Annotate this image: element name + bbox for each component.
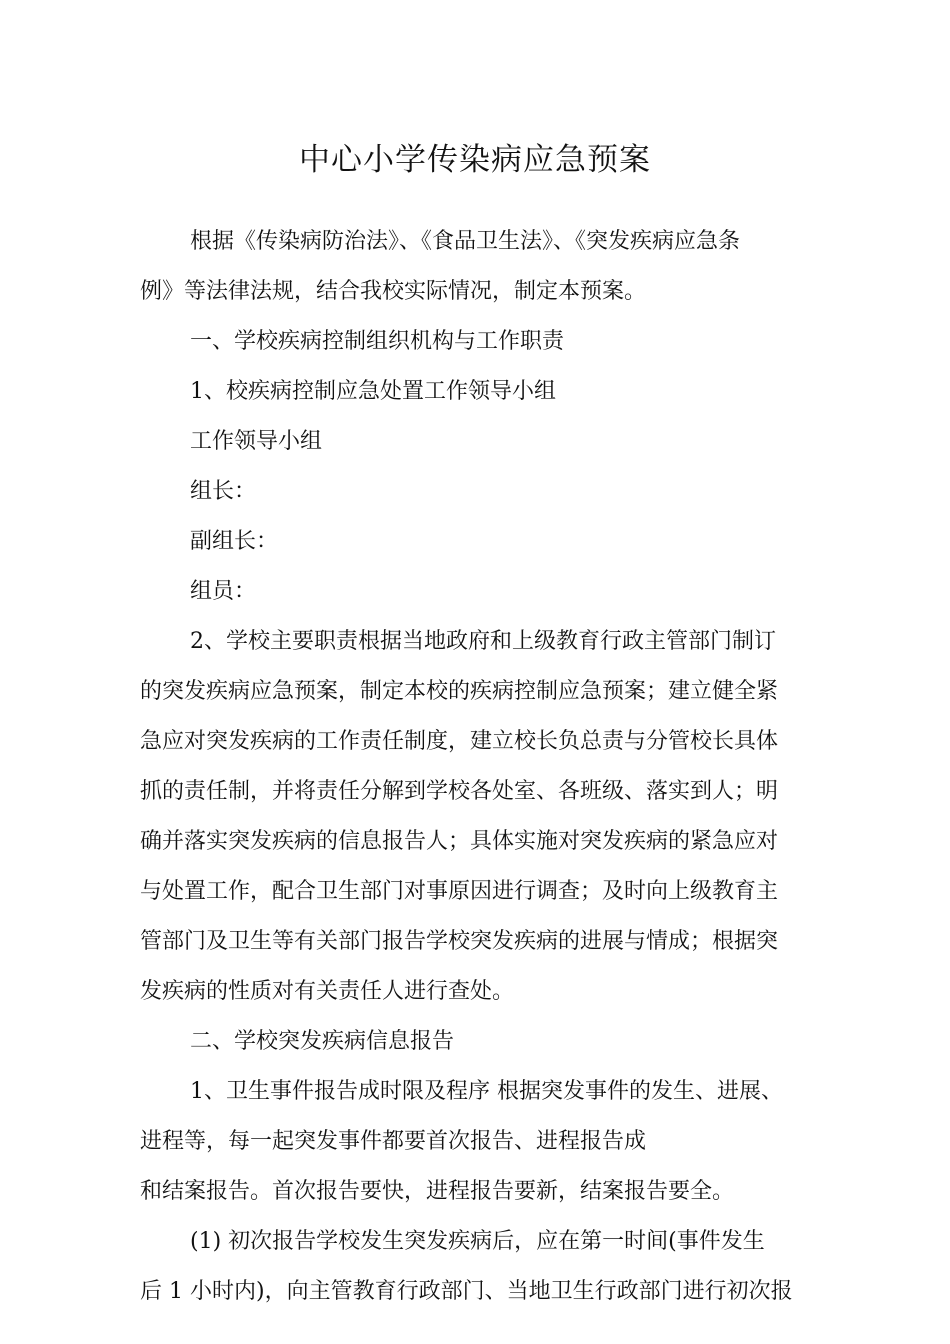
paragraph-line: 后 1 小时内)，向主管教育行政部门、当地卫生行政部门进行初次报 <box>140 1279 793 1304</box>
document-title: 中心小学传染病应急预案 <box>299 142 651 178</box>
paragraph-line: 发疾病的性质对有关责任人进行查处。 <box>140 979 515 1004</box>
paragraph-line: 急应对突发疾病的工作责任制度，建立校长负总责与分管校长具体 <box>140 729 779 754</box>
paragraph-line: (1) 初次报告学校发生突发疾病后，应在第一时间(事件发生 <box>190 1229 765 1254</box>
subsection-heading: 1、校疾病控制应急处置工作领导小组 <box>190 379 556 404</box>
paragraph-line: 管部门及卫生等有关部门报告学校突发疾病的进展与情成；根据突 <box>140 929 779 954</box>
paragraph-line: 的突发疾病应急预案，制定本校的疾病控制应急预案；建立健全紧 <box>140 679 779 704</box>
paragraph-line: 与处置工作，配合卫生部门对事原因进行调查；及时向上级教育主 <box>140 879 779 904</box>
paragraph-line: 根据《传染病防治法》、《食品卫生法》、《突发疾病应急条 <box>190 229 741 254</box>
paragraph-line: 和结案报告。首次报告要快，进程报告要新，结案报告要全。 <box>140 1179 735 1204</box>
section-heading: 二、学校突发疾病信息报告 <box>190 1029 455 1054</box>
paragraph-line: 副组长： <box>190 529 279 554</box>
paragraph-line: 组员： <box>190 579 257 604</box>
paragraph-line: 确并落实突发疾病的信息报告人；具体实施对突发疾病的紧急应对 <box>140 829 779 854</box>
paragraph-line: 工作领导小组 <box>190 429 323 454</box>
paragraph-line: 进程等，每一起突发事件都要首次报告、进程报告成 <box>140 1129 647 1154</box>
paragraph-line: 抓的责任制，并将责任分解到学校各处室、各班级、落实到人；明 <box>140 779 779 804</box>
paragraph-line: 1、卫生事件报告成时限及程序 根据突发事件的发生、进展、 <box>190 1079 783 1104</box>
paragraph-line: 组长： <box>190 479 257 504</box>
section-heading: 一、学校疾病控制组织机构与工作职责 <box>190 329 565 354</box>
paragraph-line: 例》等法律法规，结合我校实际情况，制定本预案。 <box>140 279 647 304</box>
paragraph-line: 2、学校主要职责根据当地政府和上级教育行政主管部门制订 <box>190 629 776 654</box>
